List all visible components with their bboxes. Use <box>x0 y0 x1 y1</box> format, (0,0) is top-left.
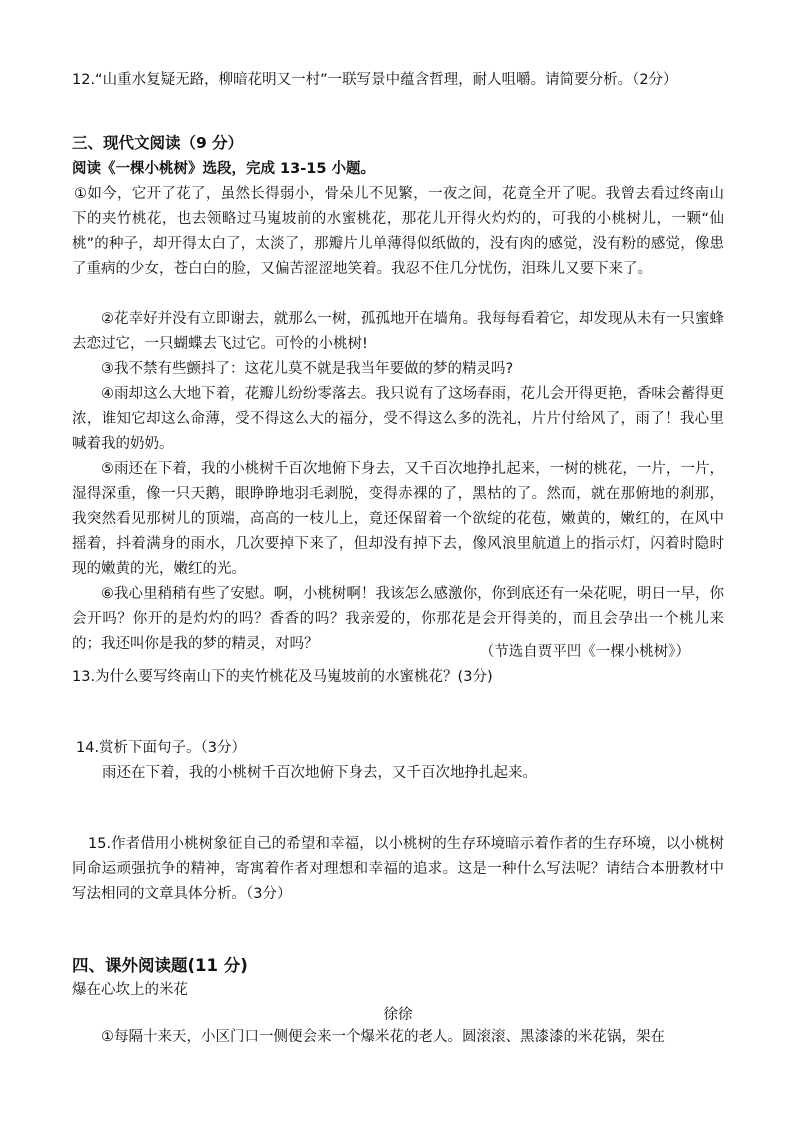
paragraph-4: ④雨却这么大地下着，花瓣儿纷纷零落去。我只说有了这场春雨，花儿会开得更艳，香味会蓄得更浓，谁知它却这么命薄，受不得这么大的福分，受不得这么多的洗礼，片片付给风了，雨了！我心里喊着我的奶奶。 <box>72 386 724 452</box>
paragraph-2: ②花幸好并没有立即谢去，就那么一树，孤孤地开在墙角。我每每看着它，却发现从未有一只蜜蜂去恋过它，一只蝴蝶去飞过它。可怜的小桃树! <box>72 311 724 352</box>
paragraph-5: ⑤雨还在下着，我的小桃树千百次地俯下身去，又千百次地挣扎起来，一树的桃花，一片，一片，湿得深重，像一只天鹅，眼睁睁地羽毛剥脱，变得赤裸的了，黑枯的了。然而，就在那俯地的刹那，我突然看见那树儿的顶端，高高的一枝儿上，竟还保留着一个欲绽的花苞，嫩黄的，嫩红的，在风中摇着，抖着满身的雨水，几次要掉下来了，但却没有掉下去，像风浪里航道上的指示灯，闪着时隐时现的嫩黄的光，嫩红的光。 <box>72 461 724 577</box>
source-note: （节选自贾平凹《一棵小桃树》） <box>479 644 690 660</box>
paragraph-1: ①如今，它开了花了，虽然长得弱小，骨朵儿不见繁，一夜之间，花竟全开了呢。我曾去看过终南山下的夹竹桃花，也去领略过马嵬坡前的水蜜桃花，那花儿开得火灼灼的，可我的小桃树儿，一颗“仙桃”的种子，却开得太白了，太淡了，那瓣片儿单薄得似纸做的，没有肉的感觉，没有粉的感觉，像患了重病的少女，苍白白的脸，又偏苦涩涩地笑着。我忍不住几分忧伤，泪珠儿又要下来了。 <box>72 186 724 277</box>
article-paragraph-1: ①每隔十来天，小区门口一侧便会来一个爆米花的老人。圆滚滚、黑漆漆的米花锅，架在 <box>101 1029 665 1045</box>
question-15: 15.作者借用小桃树象征自己的希望和幸福，以小桃树的生存环境暗示着作者的生存环境，以小桃树同命运顽强抗争的精神，寄寓着作者对理想和幸福的追求。这是一种什么写法呢？请结合本册教材中写法相同的文章具体分析。（3分） <box>72 836 724 902</box>
question-14-sentence: 雨还在下着，我的小桃树千百次地俯下身去，又千百次地挣扎起来。 <box>102 765 537 781</box>
section-4-heading: 四、课外阅读题(11 分) <box>72 956 248 975</box>
section-3-heading: 三、现代文阅读（9 分） <box>72 134 244 152</box>
paragraph-3: ③我不禁有些颤抖了：这花儿莫不就是我当年要做的梦的精灵吗? <box>101 361 514 377</box>
paragraph-6: ⑥我心里稍稍有些了安慰。啊，小桃树啊！我该怎么感激你，你到底还有一朵花呢，明日一早，你会开吗？你开的是灼灼的吗？香香的吗？我亲爱的，你那花是会开得美的，而且会孕出一个桃儿来的；我还叫你是我的梦的精灵，对吗？ <box>72 586 724 652</box>
question-12: 12.“山重水复疑无路，柳暗花明又一村”一联写景中蕴含哲理，耐人咀嚼。请简要分析。（2分） <box>72 72 678 88</box>
question-13: 13.为什么要写终南山下的夹竹桃花及马嵬坡前的水蜜桃花？(3分) <box>72 669 493 685</box>
section-3-instruction: 阅读《一棵小桃树》选段，完成 13-15 小题。 <box>72 161 375 177</box>
article-author: 徐徐 <box>383 1007 413 1023</box>
article-title: 爆在心坎上的米花 <box>72 982 188 998</box>
question-14: 14.赏析下面句子。（3分） <box>76 740 247 756</box>
